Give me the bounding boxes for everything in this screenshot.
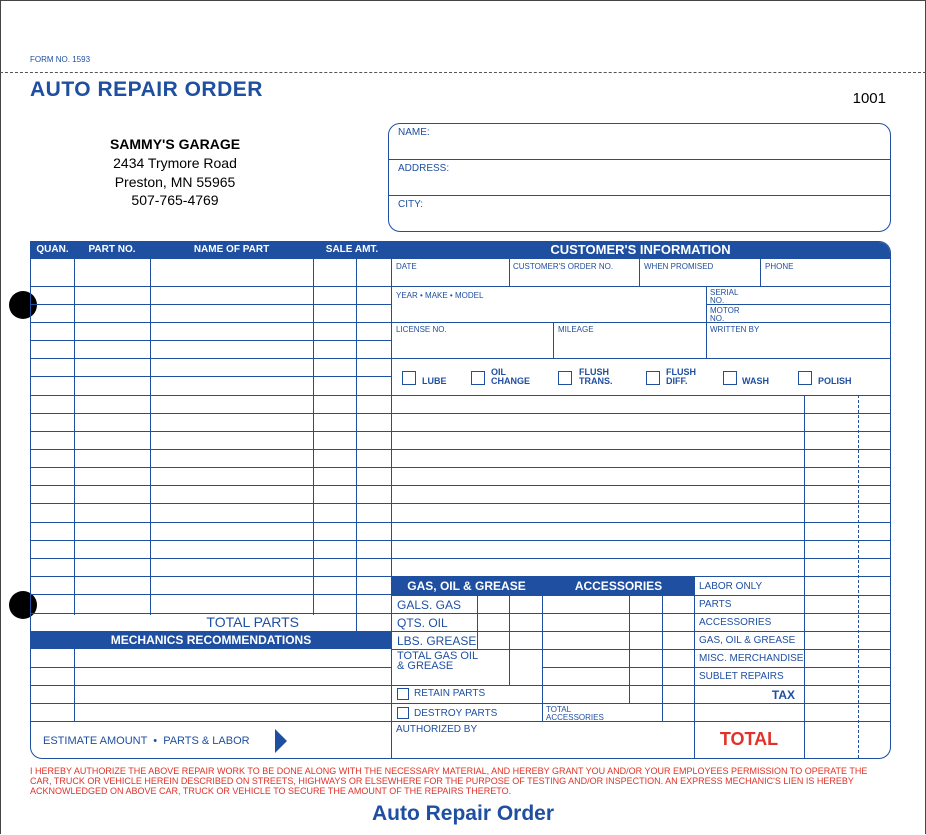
license-label: LICENSE NO. xyxy=(396,325,447,334)
parts-label: PARTS xyxy=(699,599,732,610)
col-quan: QUAN. xyxy=(36,244,69,255)
form-title: AUTO REPAIR ORDER xyxy=(30,78,263,101)
accessories-label: ACCESSORIES xyxy=(699,617,772,628)
main-grid xyxy=(30,241,891,759)
name-label: NAME: xyxy=(398,127,430,138)
flush-trans-label: FLUSH TRANS. xyxy=(579,367,613,386)
footer-title: Auto Repair Order xyxy=(371,802,555,825)
mech-rec-header: MECHANICS RECOMMENDATIONS xyxy=(31,631,391,649)
order-no-label: CUSTOMER'S ORDER NO. xyxy=(513,262,614,271)
tax-label: TAX xyxy=(771,688,795,702)
authorized-by-label: AUTHORIZED BY xyxy=(396,724,478,735)
address-label: ADDRESS: xyxy=(398,163,450,174)
destroy-parts-checkbox[interactable] xyxy=(397,707,409,719)
wash-checkbox[interactable] xyxy=(723,371,737,385)
lube-checkbox[interactable] xyxy=(402,371,416,385)
perforation-line xyxy=(0,72,926,73)
polish-label: POLISH xyxy=(818,376,852,386)
total-parts-label: TOTAL PARTS xyxy=(206,614,299,630)
mileage-label: MILEAGE xyxy=(558,325,594,334)
shop-city: Preston, MN 55965 xyxy=(114,174,236,190)
sublet-repairs-label: SUBLET REPAIRS xyxy=(699,671,784,682)
destroy-parts-label: DESTROY PARTS xyxy=(414,708,498,719)
gog-header: GAS, OIL & GREASE xyxy=(391,577,542,595)
serial-label: SERIAL NO. xyxy=(710,288,739,305)
polish-checkbox[interactable] xyxy=(798,371,812,385)
estimate-label: ESTIMATE AMOUNT • PARTS & LABOR xyxy=(43,735,250,747)
oil-change-label: OIL CHANGE xyxy=(491,367,531,386)
city-label: CITY: xyxy=(398,199,424,210)
customer-box xyxy=(388,123,891,232)
written-by-label: WRITTEN BY xyxy=(710,325,760,334)
total-accessories-label: TOTAL ACCESSORIES xyxy=(546,705,604,722)
shop-name: SAMMY'S GARAGE xyxy=(109,136,241,152)
year-make-model-label: YEAR • MAKE • MODEL xyxy=(396,291,484,300)
oil-change-checkbox[interactable] xyxy=(471,371,485,385)
form-number: FORM NO. 1593 xyxy=(30,55,91,64)
gals-gas-label: GALS. GAS xyxy=(397,598,462,612)
retain-parts-checkbox[interactable] xyxy=(397,688,409,700)
col-part-no: PART NO. xyxy=(88,244,136,255)
phone-label: PHONE xyxy=(765,262,794,271)
qts-oil-label: QTS. OIL xyxy=(397,616,448,630)
authorization-disclaimer: I HEREBY AUTHORIZE THE ABOVE REPAIR WORK TO BE DONE ALONG WITH THE NECESSARY MATERIAL, AND HEREBY GRANT YOU AND/OR YOUR EMPLOYEES PERMISSION TO OPERATE THE CAR, TRUCK OR VEHICLE HEREIN DESCRIBED ON STREETS, HIGHWAYS OR ELSEWHERE FOR THE PURPOSE OF TESTING AND/OR INSPECTION. AN EXPRESS MECHANIC'S LIEN IS HEREBY ACKNOWLEDGED ON ABOVE CAR, TRUCK OR VEHICLE TO SECURE THE AMOUNT OF THE REPAIRS THERETO. xyxy=(30,766,868,796)
lbs-grease-label: LBS. GREASE xyxy=(397,634,477,648)
customer-info-header: CUSTOMER'S INFORMATION xyxy=(550,242,731,257)
misc-merch-label: MISC. MERCHANDISE xyxy=(699,653,804,664)
shop-phone: 507-765-4769 xyxy=(131,192,219,208)
wash-label: WASH xyxy=(742,376,769,386)
total-label: TOTAL xyxy=(719,729,779,749)
gog-summary-label: GAS, OIL & GREASE xyxy=(699,635,796,646)
shop-address: 2434 Trymore Road xyxy=(113,155,237,171)
retain-parts-label: RETAIN PARTS xyxy=(414,688,486,699)
lube-label: LUBE xyxy=(422,376,447,386)
col-name-of-part: NAME OF PART xyxy=(193,244,270,255)
motor-label: MOTOR NO. xyxy=(710,306,740,323)
col-sale-amt: SALE AMT. xyxy=(325,244,379,255)
date-label: DATE xyxy=(396,262,417,271)
flush-diff-checkbox[interactable] xyxy=(646,371,660,385)
total-gog-label: TOTAL GAS OIL & GREASE xyxy=(397,650,478,672)
flush-trans-checkbox[interactable] xyxy=(558,371,572,385)
flush-diff-label: FLUSH DIFF. xyxy=(666,367,696,386)
arrow-right-icon xyxy=(275,729,287,753)
accessories-header: ACCESSORIES xyxy=(543,577,694,595)
order-number: 1001 xyxy=(852,90,886,107)
when-promised-label: WHEN PROMISED xyxy=(644,262,714,271)
labor-only-label: LABOR ONLY xyxy=(699,581,763,592)
